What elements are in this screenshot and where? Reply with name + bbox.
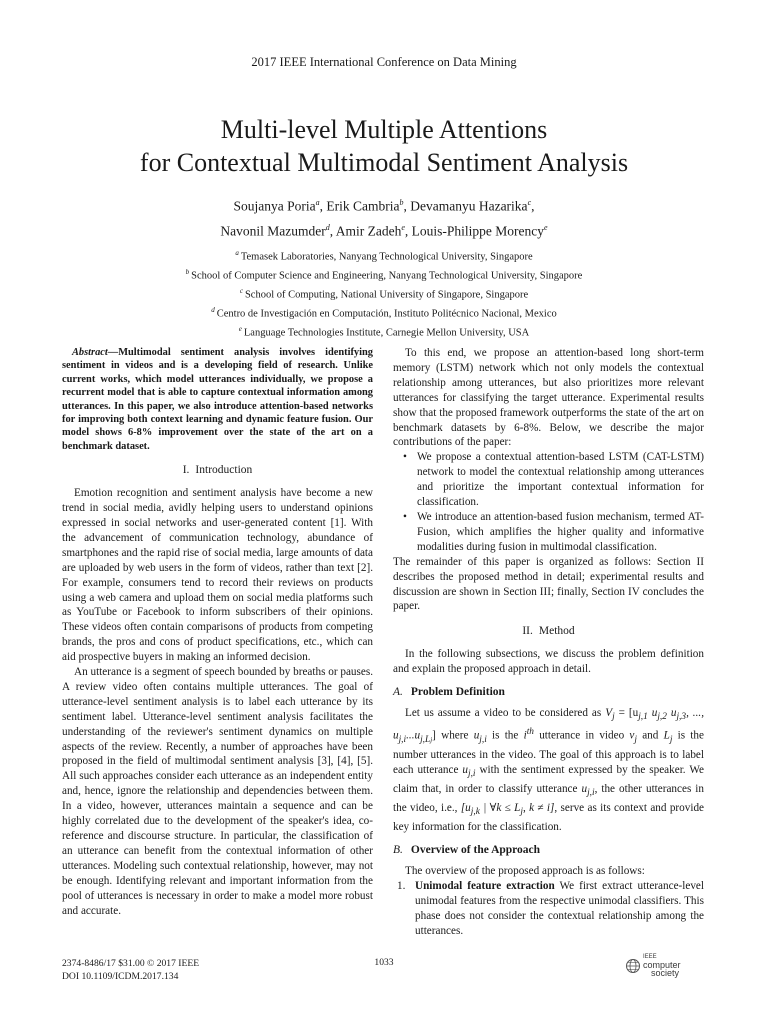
author-sep: , (404, 223, 412, 238)
affiliation-text: School of Computer Science and Engineering, Nanyang Technological University, Singapore (191, 270, 583, 282)
math-symbol: v (629, 729, 635, 742)
math-subscript: j (430, 736, 433, 745)
author-sup: a (315, 198, 320, 207)
page-number: 1033 (374, 957, 394, 968)
affiliation-text: Language Technologies Institute, Carnegie Mellon University, USA (243, 327, 530, 339)
organization-paragraph: The remainder of this paper is organized as follows: Section II describes the proposed method in detail; experimental results and discussion are shown in Section III; finally, Section IV concludes the paper. (393, 555, 704, 613)
math-subscript: j,i (398, 735, 407, 746)
text-run: utterance in video (533, 729, 630, 742)
footer-issn: 2374-8486/17 $31.00 © 2017 IEEE (62, 958, 200, 969)
subsection-title: Overview of the Approach (410, 844, 541, 857)
overview-paragraph: The overview of the proposed approach is as follows: (405, 865, 645, 878)
title-line-2: for Contextual Multimodal Sentiment Analysis (139, 148, 629, 177)
math-subscript: j,3 (676, 712, 687, 723)
math-run: ] (432, 729, 436, 742)
approach-step (397, 879, 704, 939)
problem-definition-paragraph (393, 706, 704, 835)
author-list (0, 192, 768, 241)
math-run: | ∀k ≤ L (479, 802, 521, 815)
author-line-2 (0, 217, 768, 242)
math-symbol: L (663, 729, 670, 742)
affiliation-sup: c (239, 287, 243, 296)
author-name: Louis-Philippe Morency (411, 223, 545, 238)
bullet-icon: • (403, 451, 407, 464)
author-sup: e (544, 222, 548, 232)
contribution-item (403, 450, 704, 510)
title-line-1: Multi-level Multiple Attentions (220, 115, 548, 144)
approach-steps (393, 879, 704, 939)
math-run: u (666, 706, 677, 719)
left-column (62, 346, 373, 918)
section-heading-introduction (62, 463, 373, 478)
math-subscript: j,k (470, 807, 480, 818)
math-run: u (647, 706, 658, 719)
intro-paragraph-1: Emotion recognition and sentiment analysis have become a new trend in social media, avidly helping users to understand opinions expressed in social networks and user-generated content [1]. With the advancement of communication technology, abundance of smartphones and the rapid rise of social media, large amounts of data are uploaded by web users in the form of videos, rather than text [2]. For example, consumers tend to record their reviews on products using a web camera and upload them on social media platforms such as YouTube or Facebook to inform subscribers of their opinions. These videos often contain comparisons of products from competing brands, the pros and cons of product specifications, etc., which can aid prospective buyers in making an informed decision. (62, 487, 373, 664)
author-name: Erik Cambria (326, 198, 400, 214)
footer-doi: DOI 10.1109/ICDM.2017.134 (62, 971, 179, 982)
author-name: Devamanyu Hazarika (410, 198, 528, 214)
math-symbol: u (462, 763, 468, 776)
logo-ieee-text: IEEE (643, 954, 657, 960)
abstract-lead: Abstract (72, 347, 108, 358)
step-number: 1. (397, 880, 406, 892)
math-symbol: i (523, 729, 527, 742)
author-sup: b (399, 198, 404, 207)
affiliation-item (0, 265, 768, 284)
text-run: , the other utterances in the video, i.e., (393, 783, 704, 815)
contribution-item (403, 510, 704, 555)
subsection-heading-problem-definition (393, 685, 704, 700)
text-run: is the (486, 729, 524, 742)
math-subscript: j,L (420, 735, 431, 746)
math-subscript: j (634, 735, 637, 746)
affiliation-item (0, 284, 768, 303)
affiliation-text: Centro de Investigación en Computación, Instituto Politécnico Nacional, Mexico (216, 308, 557, 320)
math-symbol: V (605, 706, 613, 719)
math-symbol: u (581, 783, 588, 795)
contribution-list (393, 450, 704, 554)
affiliation-item (0, 303, 768, 322)
section-number: I. (182, 464, 190, 477)
author-sup: d (325, 222, 330, 232)
author-line-1 (0, 192, 768, 217)
text-run: where (435, 729, 474, 742)
section-heading-method (393, 624, 704, 639)
math-subscript: j,i (479, 735, 487, 746)
conference-header: 2017 IEEE International Conference on Data Mining (251, 55, 517, 69)
math-subscript: j,i (587, 788, 595, 799)
section-title: Method (538, 625, 575, 638)
author-name: Amir Zadeh (335, 223, 402, 238)
affiliation-sup: d (211, 306, 215, 315)
math-subscript: j,1 (638, 712, 648, 723)
author-sep: , (329, 223, 336, 238)
affiliation-sup: e (238, 325, 242, 334)
contribution-text: We introduce an attention-based fusion mechanism, termed AT-Fusion, which amplifies the higher quality and informative modalities during fusion in multimodal classification. (417, 510, 704, 553)
subsection-heading-overview (393, 843, 704, 858)
math-run: , ..., u (393, 706, 704, 742)
math-subscript: j,i (468, 769, 476, 780)
math-run: , k ≠ i] (522, 802, 555, 815)
paper-title (0, 113, 768, 179)
text-run: with the sentiment expressed by the speaker. We claim that, in order to classify utterance (393, 763, 704, 795)
math-run: = [u (614, 706, 639, 719)
section-number: II. (522, 625, 533, 638)
subsection-number: A. (393, 686, 403, 699)
text-run: and (636, 729, 664, 742)
section-title: Introduction (195, 464, 253, 477)
text-run: is the number utterances in the video. The goal of this approach is to label each utterance (393, 729, 704, 776)
affiliation-item (0, 246, 768, 265)
subsection-number: B. (393, 844, 403, 857)
math-superscript: th (526, 727, 534, 738)
contribution-text: We propose a contextual attention-based LSTM (CAT-LSTM) network to model the contextual relationship among utterances and prioritize the important contextual information for classification. (417, 451, 704, 509)
method-paragraph: In the following subsections, we discuss the problem definition and explain the proposed approach in detail. (393, 648, 704, 676)
text-run: Let us assume a video to be considered as (405, 706, 606, 719)
affiliation-sup: b (185, 268, 190, 277)
author-name: Navonil Mazumder (220, 223, 326, 238)
affiliation-list (0, 246, 768, 341)
affiliation-sup: a (235, 249, 239, 257)
author-name: Soujanya Poria (233, 198, 316, 214)
math-run: [u (460, 802, 471, 815)
subsection-title: Problem Definition (410, 686, 505, 699)
right-column (393, 346, 704, 939)
author-sep: , (531, 198, 535, 214)
author-sep: , (319, 198, 327, 214)
contrib-paragraph: To this end, we propose an attention-based long short-term memory (LSTM) network which not only models the contextual relationship among utterances, but also prioritizes more relevant utterances for classifying the target utterance. Experimental results show that the proposed framework outperforms the state of the art on benchmark datasets by 6-8%. Below, we describe the major contributions of the paper: (393, 347, 704, 449)
logo-society-text: society (651, 968, 680, 978)
math-run: ...u (406, 729, 421, 742)
step-text: We first extract utterance-level unimodal features from the respective unimodal classifiers. This phase does not consider the contextual relationship among the utterances. (415, 880, 704, 937)
author-sup: c (527, 198, 532, 207)
abstract-dash: — (107, 347, 119, 358)
math-subscript: j (669, 735, 673, 746)
math-subscript: j (612, 712, 615, 723)
ieee-computer-society-logo (625, 953, 715, 979)
affiliation-text: School of Computing, National University of Singapore, Singapore (244, 289, 529, 301)
bullet-icon: • (403, 510, 407, 523)
logo-computer-text: computer (643, 960, 681, 970)
affiliation-item (0, 322, 768, 341)
intro-paragraph-2: An utterance is a segment of speech bounded by breaths or pauses. A review video often contains multiple utterances. The goal of utterance-level sentiment analysis is to label each utterance by its sentiment label. Utterance-level sentiment analysis facilitates the understanding of the reviewer's sentiment dynamics on multiple aspects of the review. Recently, a number of approaches have been proposed in the field of multimodal sentiment analysis [3], [4], [5]. All such approaches consider each utterance as an independent entity and, hence, ignore the relationship and dependencies between them. In a video, however, utterances maintain a sequence and can be highly correlated due to the development of the speaker's idea, co-reference and discourse structure. In particular, the classification of an utterance can benefit from the contextual information of other utterances. Modeling such contextual relationship, however, may not be enough. Identifying relevant and important information from the pool of utterances is necessary in order to make a model more robust and accurate. (62, 666, 373, 917)
affiliation-text: Temasek Laboratories, Nanyang Technological University, Singapore (240, 251, 533, 263)
text-run: , serve as its context and provide key information for the classification. (393, 802, 704, 834)
author-sep: , (403, 198, 411, 214)
step-title: Unimodal feature extraction (415, 880, 555, 892)
abstract (62, 346, 373, 453)
math-subscript: j,2 (657, 712, 667, 723)
abstract-text: Multimodal sentiment analysis involves identifying sentiment in videos and is a developing field of research. Unlike current works, which model utterances individually, we propose a recurrent model that is able to capture contextual information among utterances. In this paper, we also introduce attention-based networks for improving both context learning and dynamic feature fusion. Our model shows 6-8% improvement over the state of the art on a benchmark dataset. (62, 347, 373, 452)
math-subscript: j (520, 807, 523, 818)
author-sup: e (401, 222, 405, 232)
math-symbol: u (473, 729, 480, 742)
